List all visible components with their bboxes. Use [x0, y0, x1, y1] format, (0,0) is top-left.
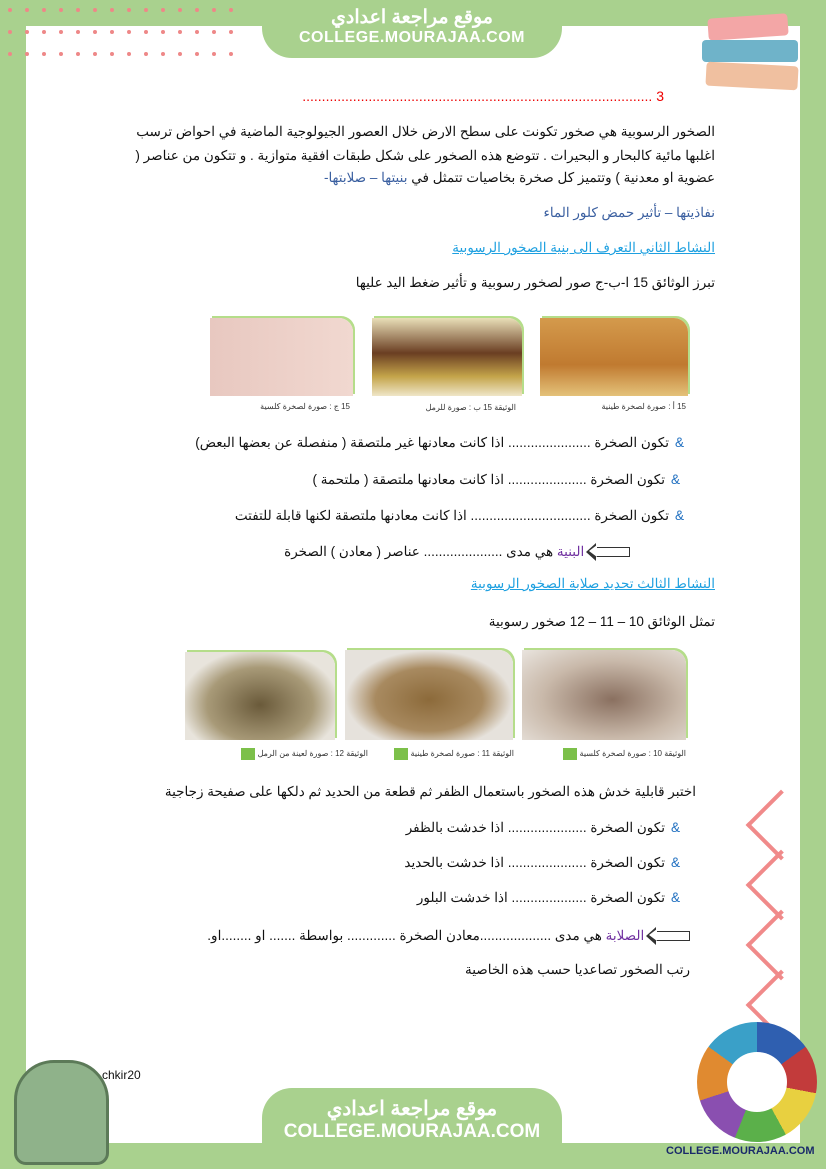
caption-text: الوثيقة 11 : صورة لصخرة طينية — [410, 749, 514, 759]
dot — [178, 30, 182, 34]
dot — [25, 30, 29, 34]
line-text: تكون الصخرة ..................... اذا خدشت بالحديد — [404, 855, 665, 870]
bullet-icon: & — [674, 508, 684, 523]
hardness-line-1 — [406, 820, 680, 836]
activity3-title: النشاط الثالث تحديد صلابة الصخور الرسوبية — [470, 576, 715, 591]
dot — [110, 52, 114, 56]
site-url[interactable]: COLLEGE.MOURAJAA.COM — [299, 29, 525, 46]
dot — [59, 52, 63, 56]
books-icon — [700, 12, 810, 92]
line-text: تكون الصخرة .................... اذا خدشت البلور — [416, 890, 665, 905]
activity3-description: تمثل الوثائق 10 – 11 – 12 صخور رسوبية — [488, 614, 715, 629]
structure-definition — [284, 544, 630, 560]
bullet-icon: & — [670, 472, 680, 487]
caption-15b: الوثيقة 15 ب : صورة للرمل — [425, 403, 516, 412]
dot — [212, 8, 216, 12]
dot — [42, 8, 46, 12]
dot — [161, 8, 165, 12]
line-text: تكون الصخرة ..................... اذا كانت معادنها ملتصقة ( ملتحمة ) — [312, 472, 665, 487]
dot — [110, 8, 114, 12]
term-structure: البنية — [556, 544, 585, 559]
photo-10-limestone — [522, 650, 686, 740]
line-text: تكون الصخرة ..................... اذا خدشت بالظفر — [405, 820, 665, 835]
activity2-description: تبرز الوثائق 15 ا-ب-ج صور لصخور رسوبية و تأثير ضغط اليد عليها — [355, 275, 715, 290]
hardness-line-2 — [404, 855, 680, 871]
dot — [161, 52, 165, 56]
definition-text: هي مدى ..................... عناصر ( معادن ) الصخرة — [284, 544, 554, 559]
photo-11-clay-rock — [345, 650, 513, 740]
dot — [93, 52, 97, 56]
caption-12 — [241, 748, 368, 760]
bullet-icon: & — [670, 855, 680, 870]
dot — [195, 52, 199, 56]
dot — [212, 30, 216, 34]
arrow-left-icon — [656, 931, 690, 941]
photo-15b-sand — [372, 318, 522, 396]
site-footer — [262, 1088, 562, 1169]
structure-line-1 — [195, 435, 684, 451]
intro-properties: بنيتها – صلابتها- — [323, 170, 408, 185]
activity2-title: النشاط الثاني التعرف الى بنية الصخور الرسوبية — [452, 240, 715, 255]
dot — [110, 30, 114, 34]
hardness-line-3 — [417, 890, 680, 906]
dot — [59, 30, 63, 34]
site-name-ar: موقع مراجعة اعدادي — [326, 1098, 498, 1120]
caption-15a: 15 أ : صورة لصخرة طينية — [601, 402, 686, 411]
dot — [93, 30, 97, 34]
dot — [229, 30, 233, 34]
bullet-icon: & — [670, 820, 680, 835]
structure-line-3 — [235, 508, 684, 524]
dot — [229, 8, 233, 12]
dot — [178, 8, 182, 12]
author-name: chkir20 — [102, 1068, 141, 1082]
dot — [195, 8, 199, 12]
site-url[interactable]: COLLEGE.MOURAJAA.COM — [283, 1121, 541, 1142]
dot — [8, 30, 12, 34]
caption-text: الوثيقة 12 : صورة لعينة من الرمل — [257, 749, 368, 759]
dot — [161, 30, 165, 34]
green-marker-icon — [563, 748, 577, 760]
intro-line-2: اغلبها مائية كالبحار و البحيرات . تتوضع هذه الصخور على شكل طبقات افقية متوازية . و تتكون من عناصر ( — [135, 148, 715, 163]
dot — [212, 52, 216, 56]
site-header — [262, 0, 562, 58]
definition-text: هي مدى ...................معادن الصخرة ............. بواسطة ....... او ........او. — [207, 928, 602, 943]
dot — [76, 30, 80, 34]
arrow-left-icon — [596, 547, 630, 557]
dot — [25, 8, 29, 12]
dot — [127, 8, 131, 12]
intro-line-1: الصخور الرسوبية هي صخور تكونت على سطح الارض خلال العصور الجيولوجية الماضية في احواض ترسب — [136, 124, 715, 139]
dot — [144, 30, 148, 34]
caption-10 — [563, 748, 686, 760]
dot — [42, 52, 46, 56]
dot — [144, 52, 148, 56]
green-marker-icon — [241, 748, 255, 760]
dot — [229, 52, 233, 56]
structure-line-2 — [312, 472, 680, 488]
logo-text: COLLEGE.MOURAJAA.COM — [666, 1145, 815, 1157]
term-hardness: الصلابة — [605, 928, 645, 943]
dot — [127, 52, 131, 56]
dot — [144, 8, 148, 12]
photo-12-sand-sample — [185, 652, 335, 740]
caption-15c: 15 ج : صورة لصخرة كلسية — [260, 402, 350, 411]
dot — [178, 52, 182, 56]
line-text: تكون الصخرة ................................ اذا كانت معادنها ملتصقة لكنها قابلة للتفتت — [234, 508, 669, 523]
green-marker-icon — [394, 748, 408, 760]
dot — [25, 52, 29, 56]
line-text: تكون الصخرة ...................... اذا كانت معادنها غير ملتصقة ( منفصلة عن بعضها البعض) — [195, 435, 669, 450]
caption-11 — [394, 748, 514, 760]
intro-line-3-text: عضوية او معدنية ) وتتميز كل صخرة بخاصيات تتمثل في — [411, 170, 715, 185]
dot — [127, 30, 131, 34]
hardness-definition — [207, 928, 690, 944]
photo-15a-clay-rock — [540, 318, 688, 396]
dot — [195, 30, 199, 34]
site-name-ar: موقع مراجعة اعدادي — [331, 7, 493, 28]
dot — [8, 52, 12, 56]
bullet-icon: & — [670, 890, 680, 905]
dot — [76, 8, 80, 12]
intro-properties-2: نفاذيتها – تأثير حمض كلور الماء — [543, 205, 715, 220]
order-instruction: رتب الصخور تصاعديا حسب هذه الخاصية — [464, 962, 690, 977]
caption-text: الوثيقة 10 : صورة لصخرة كلسية — [579, 749, 686, 759]
backpack-icon — [14, 1060, 109, 1165]
item-number: 3 .......................................................................................... — [302, 88, 664, 104]
bullet-icon: & — [674, 435, 684, 450]
intro-line-3 — [324, 170, 715, 186]
activity3-instruction: اختبر قابلية خدش هذه الصخور باستعمال الظفر ثم قطعة من الحديد ثم دلكها على صفيحة زجاجية — [164, 784, 696, 799]
dot — [59, 8, 63, 12]
dot — [42, 30, 46, 34]
dot — [8, 8, 12, 12]
photo-15c-limestone — [210, 318, 353, 396]
dot — [93, 8, 97, 12]
dot — [76, 52, 80, 56]
site-logo-icon — [697, 1022, 817, 1142]
